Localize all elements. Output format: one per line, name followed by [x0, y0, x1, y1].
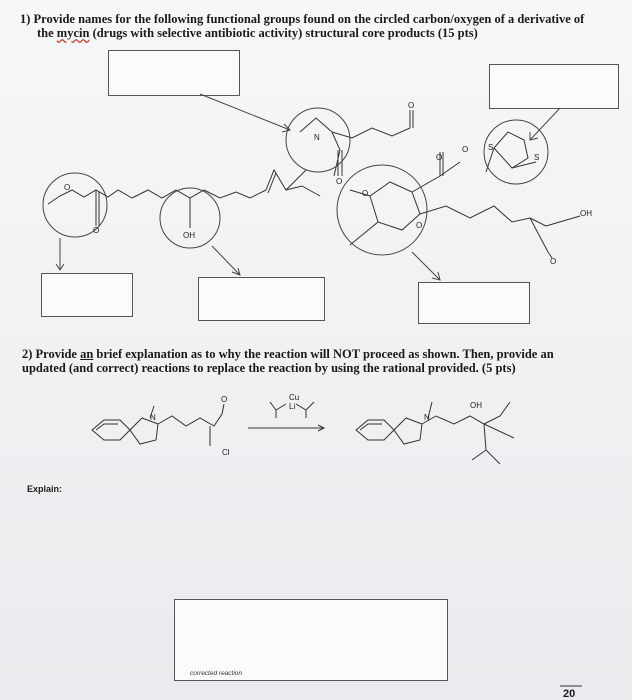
- atom-oh-product: OH: [470, 401, 482, 410]
- q2-prefix: 2) Provide: [22, 347, 81, 361]
- atom-oh-mid: OH: [183, 231, 195, 240]
- molecule-1-arrows: [56, 94, 560, 280]
- atom-o-ketone-top: O: [408, 101, 415, 110]
- question-1-line-1: 1) Provide names for the following functional groups found on the circled carbon/oxygen of a derivative of: [20, 12, 585, 26]
- an-word: an: [80, 347, 94, 361]
- reaction-product: [356, 402, 514, 464]
- atom-o-amide: O: [336, 177, 343, 186]
- reaction-arrow: [248, 425, 324, 431]
- q2-suffix: brief explanation as to why the reaction will NOT proceed as shown. Then, provide an: [93, 347, 554, 361]
- atom-n-right: N: [424, 413, 430, 422]
- atom-cl: Cl: [222, 448, 230, 457]
- atom-o-acid: O: [550, 257, 557, 266]
- molecule-1-circles: [43, 108, 548, 255]
- atom-o-left: O: [221, 395, 228, 404]
- q1-suffix: (drugs with selective antibiotic activity) structural core products (15 pts): [89, 26, 478, 40]
- page-score: 20: [563, 688, 576, 700]
- atom-o-carbonyl-mid: O: [462, 145, 469, 154]
- corrected-reaction-label: corrected reaction: [190, 670, 243, 677]
- q1-prefix: the: [37, 26, 57, 40]
- atom-o-lactone: O: [416, 221, 423, 230]
- atom-o-ring-mid: O: [362, 189, 369, 198]
- question-2-line-2: updated (and correct) reactions to replace the reaction by using the rational provided. (5 pts): [22, 361, 516, 375]
- atom-n-left: N: [150, 413, 156, 422]
- atom-o-carbonyl-left: O: [93, 226, 100, 235]
- explain-label: Explain:: [27, 484, 63, 494]
- atom-s-1: S: [488, 143, 494, 152]
- reaction-atom-labels: [150, 393, 482, 457]
- atom-cu: Cu: [289, 393, 300, 402]
- atom-oh-right: OH: [580, 209, 592, 218]
- mycin-word: mycin: [56, 26, 90, 40]
- atom-o-wedge: O: [436, 153, 443, 162]
- reaction-reactant: [92, 404, 224, 446]
- atom-o-ring-left: O: [64, 183, 71, 192]
- atom-s-2: S: [534, 153, 540, 162]
- atom-li: Li: [289, 402, 296, 411]
- atom-n-amide: N: [314, 133, 320, 142]
